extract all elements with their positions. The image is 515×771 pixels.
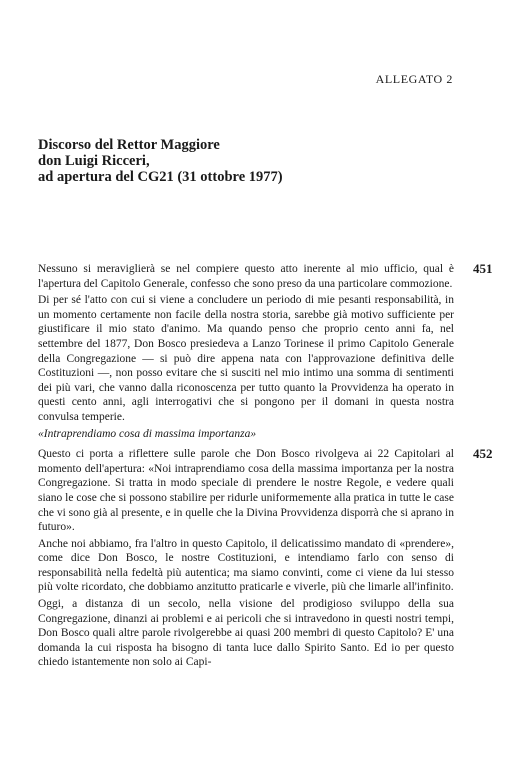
title-line-3: ad apertura del CG21 (31 ottobre 1977) <box>38 169 283 185</box>
paragraph: Anche noi abbiamo, fra l'altro in questo Capitolo, il delicatissimo mandato di «prendere», come dice Don Bosco, le nostre Costituzioni, e intendiamo farlo con senso di responsabilità nella fedeltà più autentica; ma siamo convinti, come ci viene da lui stesso più volte ricordato, che dobbiamo anzitutto praticarle e viverle, più che limarle all'infinito. <box>38 537 454 594</box>
paragraph: Di per sé l'atto con cui si viene a concludere un periodo di mie pesanti responsabilità, in un momento certamente non facile della nostra storia, sarebbe già motivo sufficiente per giustificare il mio stato d'animo. Ma quando penso che proprio cento anni fa, nel settembre del 1877, Don Bosco presiedeva a Lanzo Torinese il primo Capitolo Generale della Congregazione — si può dire appena nata con l'approvazione definitiva delle Costituzioni —, non posso evitare che si susciti nel mio intimo una somma di sentimenti dei più vari, che vanno dalla riconoscenza per tutto quanto la Provvidenza ha operato in questi cento anni, agli interrogativi che si pongono per il domani in questa nostra convulsa temperie. <box>38 294 454 423</box>
section-subheading: «Intraprendiamo cosa di massima importanza» <box>38 427 257 440</box>
section-452 <box>38 446 493 670</box>
paragraph: Oggi, a distanza di un secolo, nella visione del prodigioso sviluppo della sua Congregazione, dinanzi ai problemi e ai pericoli che si intravedono in questi nostri tempi, Don Bosco quali altre parole rivolgerebbe ai quasi 200 membri di questo Capitolo? E' una domanda la cui risposta ha bisogno di tanta luce dallo Spirito Santo. Ed io per questo chiedo istantemente non solo ai Capi- <box>38 598 454 669</box>
title-line-2: don Luigi Ricceri, <box>38 153 150 169</box>
appendix-label: ALLEGATO 2 <box>375 72 453 86</box>
paragraph-number: 452 <box>473 446 493 462</box>
section-451 <box>38 261 493 441</box>
paragraph: Nessuno si meraviglierà se nel compiere questo atto inerente al mio ufficio, qual è l'apertura del Capitolo Generale, confesso che sono preso da una particolare commozione. <box>38 263 454 290</box>
document-title <box>38 137 418 185</box>
body-text <box>38 261 493 672</box>
paragraph: Questo ci porta a riflettere sulle parole che Don Bosco rivolgeva ai 22 Capitolari al momento dell'apertura: «Noi intraprendiamo cosa della massima importanza per la nostra Congregazione. Si tratta in modo speciale di prendere le nostre Regole, e vedere quali siano le cose che si possono stabilire per ridurle uniformemente alla pratica in tutte le case che vi sono già al presente, e in quelle che la Divina Provvidenza disporrà che si aprano in futuro». <box>38 448 454 534</box>
paragraph-number: 451 <box>473 261 493 276</box>
title-line-1: Discorso del Rettor Maggiore <box>38 137 220 153</box>
